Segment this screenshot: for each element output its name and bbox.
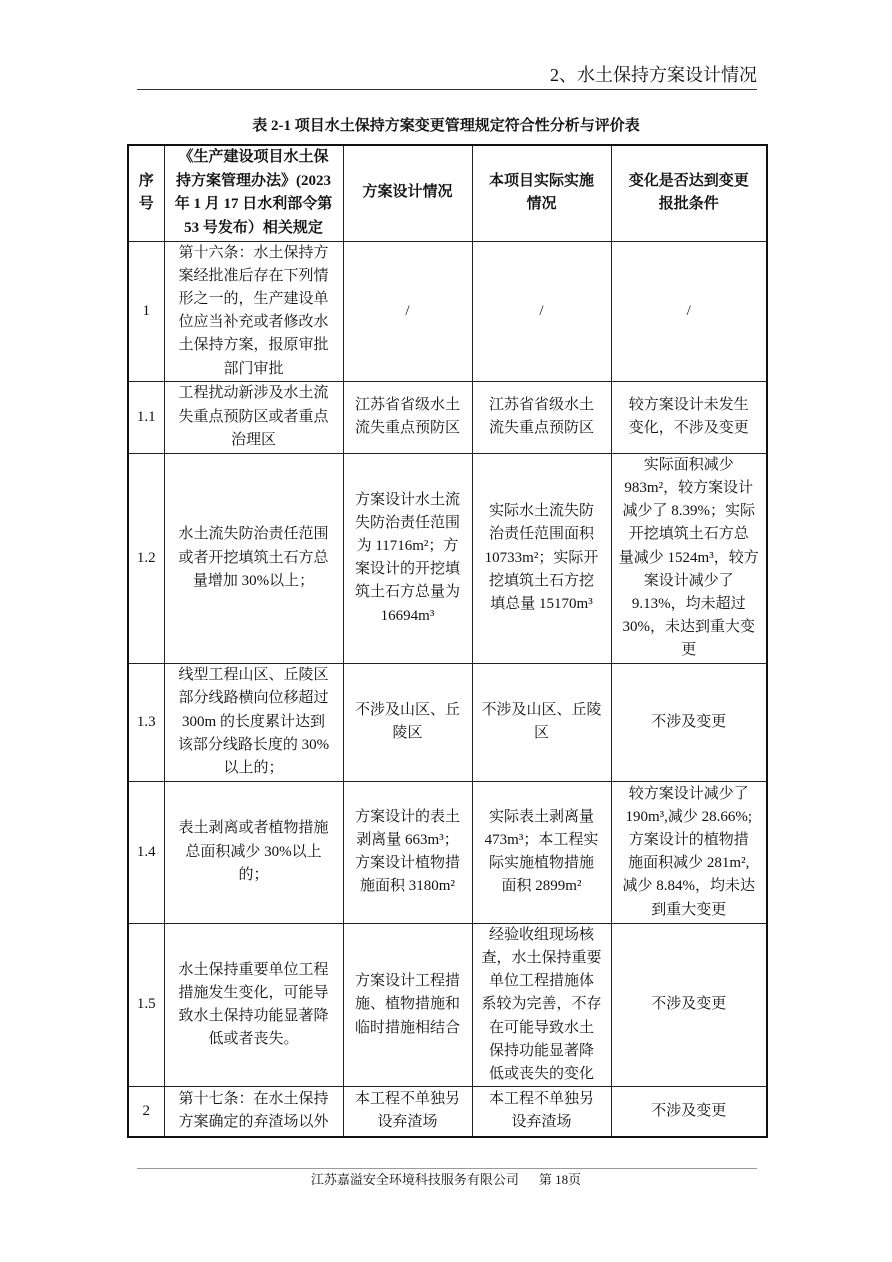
design-line: 江苏省省级水土 [354, 397, 460, 414]
rule-cell [164, 381, 343, 453]
header-no-cell [128, 145, 164, 241]
table-row [128, 923, 767, 1086]
actual-line: 不涉及山区、丘陵 [481, 702, 602, 719]
evaluation-line: 不涉及变更 [651, 996, 727, 1013]
table-row [128, 453, 767, 663]
header-rule [137, 89, 757, 90]
rule-line: 措施发生变化，可能导 [178, 984, 329, 1001]
rule-line: 工程扰动新涉及水土流 [178, 385, 329, 402]
actual-line: 低或丧失的变化 [488, 1065, 594, 1082]
table-row [128, 381, 767, 453]
row-no-cell: 1.2 [128, 453, 164, 663]
actual-line: 填总量 15170m³ [490, 596, 593, 613]
evaluation-line: 到重大变更 [651, 901, 727, 918]
actual-line: 实际水土流失防 [488, 503, 594, 520]
header-line: 方案设计情况 [362, 184, 453, 201]
rule-line: 水土流失防治责任范围 [178, 526, 329, 543]
actual-line: 江苏省省级水土 [488, 397, 594, 414]
design-cell [343, 781, 472, 923]
rule-line: 部分线路横向位移超过 [178, 690, 329, 707]
evaluation-cell [611, 381, 767, 453]
header-rule-cell [164, 145, 343, 241]
table-row [128, 781, 767, 923]
rule-line: 治理区 [230, 431, 276, 448]
table-row [128, 1087, 767, 1137]
evaluation-line: 量减少 1524m³，较方 [618, 549, 759, 566]
header-evaluation-cell [611, 145, 767, 241]
design-line: 案设计的开挖填 [354, 561, 460, 578]
design-line: 剥离量 663m³； [356, 832, 459, 849]
row-no-cell: 1.5 [128, 923, 164, 1086]
header-line: 本项目实际实施 [488, 172, 594, 189]
evaluation-line: 变化，不涉及变更 [628, 420, 749, 437]
footer-rule [137, 1168, 757, 1169]
evaluation-cell [611, 663, 767, 781]
compliance-table [127, 144, 768, 1138]
row-no-cell: 2 [128, 1087, 164, 1137]
actual-cell [472, 781, 611, 923]
evaluation-line: 案设计减少了 [643, 572, 734, 589]
rule-cell [164, 781, 343, 923]
rule-line: 或者开挖填筑土石方总 [178, 549, 329, 566]
footer-page-number: 第 18页 [538, 1172, 582, 1187]
rule-line: 量增加 30%以上； [192, 572, 315, 589]
actual-line: 挖填筑土石方挖 [488, 572, 594, 589]
actual-cell [472, 453, 611, 663]
evaluation-cell [611, 241, 767, 381]
header-line: 序 [138, 172, 154, 189]
evaluation-line: 较方案设计未发生 [628, 397, 749, 414]
header-line: 53 号发布）相关规定 [184, 219, 323, 236]
evaluation-line: 较方案设计减少了 [628, 785, 749, 802]
actual-cell [472, 381, 611, 453]
actual-line: 保持功能显著降 [488, 1042, 594, 1059]
table-row [128, 663, 767, 781]
design-line: 设弃渣场 [377, 1114, 438, 1131]
row-no-cell: 1 [128, 241, 164, 381]
actual-cell [472, 1087, 611, 1137]
evaluation-line: 施面积减少 281m², [628, 855, 750, 872]
design-cell [343, 453, 472, 663]
header-line: 报批条件 [658, 196, 719, 213]
evaluation-line: 190m³,减少 28.66%; [625, 808, 753, 825]
section-header-title: 2、水土保持方案设计情况 [550, 65, 757, 85]
evaluation-cell [611, 1087, 767, 1137]
design-line: 16694m³ [380, 607, 435, 624]
design-line: 临时措施相结合 [354, 1019, 460, 1036]
rule-line: 案经批准后存在下列情 [178, 267, 329, 284]
actual-line: 面积 2899m² [501, 878, 582, 895]
row-no-cell: 1.4 [128, 781, 164, 923]
rule-cell [164, 241, 343, 381]
actual-line: 区 [533, 725, 549, 742]
design-line: 方案设计植物措 [354, 855, 460, 872]
actual-line: 际实施植物措施 [488, 855, 594, 872]
header-design-cell [343, 145, 472, 241]
design-line: 为 11716m²；方 [356, 538, 459, 555]
actual-line: 在可能导致水土 [488, 1019, 594, 1036]
actual-line: 治责任范围面积 [488, 526, 594, 543]
rule-line: 土保持方案，报原审批 [178, 337, 329, 354]
rule-line: 失重点预防区或者重点 [178, 408, 329, 425]
rule-line: 该部分线路长度的 30% [177, 736, 330, 753]
evaluation-line: 减少了 8.39%；实际 [622, 503, 755, 520]
actual-line: 流失重点预防区 [488, 420, 594, 437]
page-footer [0, 1171, 892, 1189]
design-line: 方案设计工程措 [354, 973, 460, 990]
evaluation-line: 983m²，较方案设计 [624, 480, 754, 496]
rule-line: 300m 的长度累计达到 [182, 713, 325, 730]
evaluation-line: 更 [681, 642, 697, 659]
rule-line: 位应当补充或者修改水 [178, 314, 329, 331]
evaluation-line: 不涉及变更 [651, 1102, 727, 1119]
rule-line: 以上的； [223, 760, 284, 777]
header-line: 情况 [526, 196, 557, 213]
rule-cell [164, 1087, 343, 1137]
actual-line: 系较为完善，不存 [481, 996, 602, 1013]
design-line: 陵区 [392, 725, 423, 742]
actual-cell [472, 663, 611, 781]
evaluation-cell [611, 453, 767, 663]
header-line: 《生产建设项目水土保 [178, 149, 329, 166]
design-cell [343, 381, 472, 453]
row-no-cell: 1.3 [128, 663, 164, 781]
rule-line: 部门审批 [223, 360, 284, 377]
header-line: 年 1 月 17 日水利部令第 [174, 196, 333, 213]
table-row [128, 241, 767, 381]
evaluation-line: / [686, 302, 691, 319]
design-line: 不涉及山区、丘 [354, 702, 460, 719]
rule-line: 形之一的，生产建设单 [178, 290, 329, 307]
header-line: 持方案管理办法》(2023 [176, 172, 331, 189]
rule-line: 第十七条：在水土保持 [178, 1091, 329, 1108]
design-line: 方案设计水土流 [354, 491, 460, 508]
rule-cell [164, 453, 343, 663]
rule-line: 总面积减少 30%以上 [185, 843, 322, 860]
design-line: 方案设计的表土 [354, 808, 460, 825]
design-cell [343, 923, 472, 1086]
rule-line: 水土保持重要单位工程 [178, 961, 329, 978]
design-cell [343, 241, 472, 381]
evaluation-line: 30%，未达到重大变 [622, 619, 755, 636]
design-line: / [405, 302, 410, 319]
rule-line: 表土剥离或者植物措施 [178, 820, 329, 837]
rule-cell [164, 923, 343, 1086]
actual-line: 单位工程措施体 [488, 973, 594, 990]
rule-line: 第十六条：水土保持方 [178, 244, 329, 261]
design-cell [343, 663, 472, 781]
design-line: 施面积 3180m² [360, 878, 455, 895]
row-no-cell: 1.1 [128, 381, 164, 453]
evaluation-line: 减少 8.84%，均未达 [622, 878, 755, 895]
actual-line: 本工程不单独另 [488, 1091, 594, 1108]
evaluation-cell [611, 781, 767, 923]
design-cell [343, 1087, 472, 1137]
evaluation-line: 方案设计的植物措 [628, 832, 749, 849]
header-line: 号 [138, 196, 154, 213]
actual-line: 经验收组现场核 [488, 926, 594, 943]
footer-company: 江苏嘉溢安全环境科技服务有限公司 [310, 1172, 519, 1187]
evaluation-cell [611, 923, 767, 1086]
rule-cell [164, 663, 343, 781]
design-line: 失防治责任范围 [354, 514, 460, 531]
design-line: 本工程不单独另 [354, 1091, 460, 1108]
rule-line: 线型工程山区、丘陵区 [178, 667, 329, 684]
evaluation-line: 9.13%，均未超过 [631, 596, 746, 613]
actual-line: 实际表土剥离量 [488, 808, 594, 825]
design-line: 施、植物措施和 [354, 996, 460, 1013]
actual-cell [472, 923, 611, 1086]
actual-line: / [539, 302, 544, 319]
actual-line: 设弃渣场 [511, 1114, 572, 1131]
actual-line: 10733m²；实际开 [484, 549, 599, 566]
actual-cell [472, 241, 611, 381]
actual-line: 查，水土保持重要 [481, 949, 602, 966]
rule-line: 低或者丧失。 [208, 1031, 299, 1048]
actual-line: 473m³；本工程实 [484, 832, 599, 849]
header-actual-cell [472, 145, 611, 241]
evaluation-line: 实际面积减少 [643, 456, 734, 473]
rule-line: 致水土保持功能显著降 [178, 1007, 329, 1024]
table-caption: 表 2-1 项目水土保持方案变更管理规定符合性分析与评价表 [252, 118, 640, 134]
table-header-row [128, 145, 767, 241]
design-line: 流失重点预防区 [354, 420, 460, 437]
rule-line: 方案确定的弃渣场以外 [178, 1114, 329, 1131]
evaluation-line: 不涉及变更 [651, 713, 727, 730]
rule-line: 的； [238, 866, 269, 883]
evaluation-line: 开挖填筑土石方总 [628, 526, 749, 543]
design-line: 筑土石方总量为 [354, 584, 460, 601]
header-line: 变化是否达到变更 [628, 172, 749, 189]
